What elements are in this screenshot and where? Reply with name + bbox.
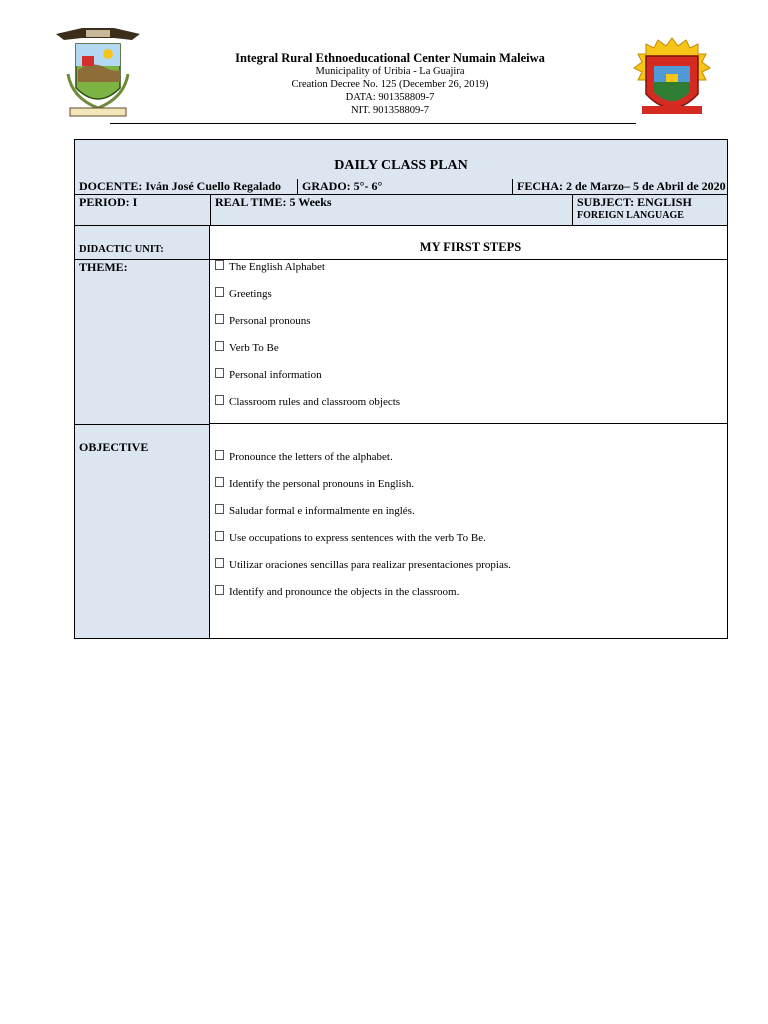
theme-label: THEME: — [79, 260, 128, 274]
institution-name: Integral Rural Ethnoeducational Center Numain Maleiwa — [235, 51, 545, 65]
list-item — [215, 368, 400, 395]
list-item — [215, 260, 400, 287]
subject-sublabel: FOREIGN LANGUAGE — [577, 210, 684, 221]
document-header — [150, 52, 630, 117]
theme-item: Classroom rules and classroom objects — [229, 396, 401, 408]
checkbox-bullet-icon — [215, 287, 224, 297]
nit-line: NIT. 901358809-7 — [351, 105, 429, 116]
municipality-line: Municipality of Uribia - La Guajira — [315, 66, 465, 77]
list-item — [215, 477, 511, 504]
period-cell: PERIOD: I — [79, 195, 138, 209]
list-item — [215, 558, 511, 585]
checkbox-bullet-icon — [215, 558, 224, 568]
decree-line: Creation Decree No. 125 (December 26, 2019) — [291, 79, 489, 90]
dane-line: DATA: 901358809-7 — [345, 92, 435, 103]
objective-content-cell — [210, 425, 727, 638]
real-time-cell: REAL TIME: 5 Weeks — [210, 195, 572, 225]
theme-item: Verb To Be — [229, 342, 279, 354]
didactic-unit-label: DIDACTIC UNIT: — [79, 244, 164, 255]
checkbox-bullet-icon — [215, 341, 224, 351]
checkbox-bullet-icon — [215, 450, 224, 460]
objective-item: Utilizar oraciones sencillas para realizar presentaciones propias. — [229, 559, 511, 571]
checkbox-bullet-icon — [215, 504, 224, 514]
objective-label: OBJECTIVE — [79, 440, 149, 454]
checkbox-bullet-icon — [215, 395, 224, 405]
checkbox-bullet-icon — [215, 477, 224, 487]
checkbox-bullet-icon — [215, 368, 224, 378]
checkbox-bullet-icon — [215, 314, 224, 324]
list-item — [215, 531, 511, 558]
objective-item: Pronounce the letters of the alphabet. — [229, 451, 393, 463]
theme-item: Personal pronouns — [229, 315, 311, 327]
checkbox-bullet-icon — [215, 260, 224, 270]
checkbox-bullet-icon — [215, 585, 224, 595]
municipal-shield-icon — [632, 36, 712, 128]
class-plan-table — [74, 139, 728, 639]
list-item — [215, 450, 511, 477]
didactic-unit-value: MY FIRST STEPS — [419, 240, 522, 254]
theme-item: Personal information — [229, 369, 322, 381]
theme-list — [215, 260, 400, 422]
plan-title: DAILY CLASS PLAN — [334, 158, 468, 173]
objective-item: Saludar formal e informalmente en inglés. — [229, 505, 415, 517]
objective-item: Identify and pronounce the objects in the classroom. — [229, 586, 460, 598]
theme-label-cell — [75, 260, 210, 424]
teacher-row — [75, 179, 727, 195]
theme-item: Greetings — [229, 288, 272, 300]
objective-label-cell — [75, 425, 210, 638]
list-item — [215, 395, 400, 422]
list-item — [215, 287, 400, 314]
fecha-cell: FECHA: 2 de Marzo– 5 de Abril de 2020 — [512, 179, 727, 194]
didactic-unit-label-cell — [75, 226, 210, 259]
objective-item: Identify the personal pronouns in English. — [229, 478, 415, 490]
objective-list — [215, 450, 511, 612]
subject-cell — [572, 195, 727, 225]
period-row — [75, 195, 727, 226]
list-item — [215, 314, 400, 341]
list-item — [215, 341, 400, 368]
plan-title-band — [75, 140, 727, 180]
header-divider — [110, 123, 636, 124]
list-item — [215, 504, 511, 531]
objective-item: Use occupations to express sentences with the verb To Be. — [229, 532, 486, 544]
subject-label: SUBJECT: ENGLISH — [577, 195, 692, 209]
didactic-unit-row — [75, 226, 727, 260]
docente-cell: DOCENTE: Iván José Cuello Regalado — [79, 179, 282, 193]
theme-item: The English Alphabet — [229, 261, 325, 273]
theme-content-cell — [210, 260, 727, 424]
list-item — [215, 585, 511, 612]
grado-cell: GRADO: 5°- 6° — [297, 179, 512, 194]
checkbox-bullet-icon — [215, 531, 224, 541]
school-crest-icon — [52, 26, 144, 122]
